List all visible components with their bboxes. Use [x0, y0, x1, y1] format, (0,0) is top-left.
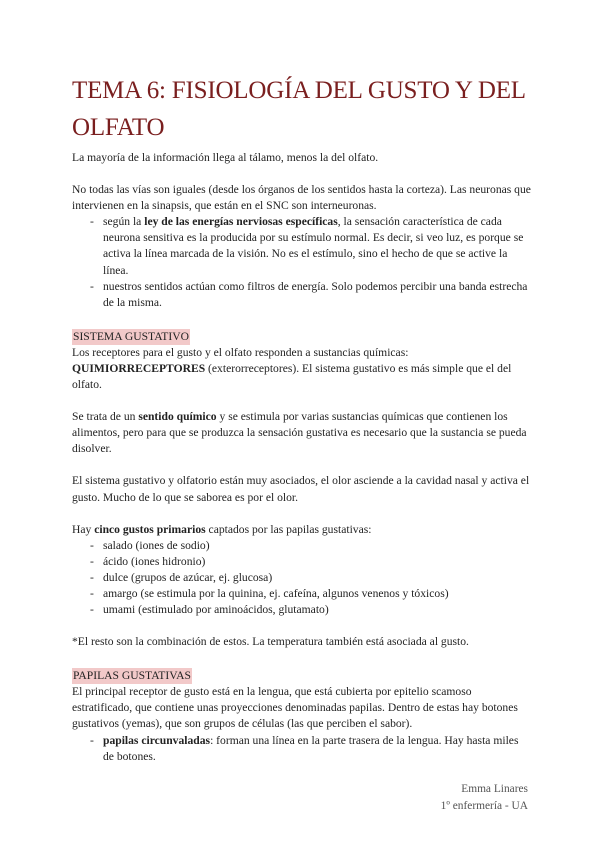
page-title: TEMA 6: FISIOLOGÍA DEL GUSTO Y DEL OLFATO — [72, 77, 525, 141]
list-item: - según la ley de las energías nerviosas específicas, la sensación característica de cada neurona sensitiva es la producida por su estímulo normal. Es decir, si veo luz, es porque se activa la línea marcada de la visión. No es el estímulo, sino el hecho de que se active la línea. — [90, 215, 524, 277]
gustos-paragraph: Hay cinco gustos primarios captados por las papilas gustativas: — [72, 522, 372, 536]
vias-list — [72, 214, 532, 311]
list-item: - dulce (grupos de azúcar, ej. glucosa) — [90, 570, 273, 584]
footer — [441, 781, 528, 815]
vias-paragraph: No todas las vías son iguales (desde los órganos de los sentidos hasta la corteza). Las neuronas que intervienen en la sinapsis, que están en el SNC son interneuronas. — [72, 183, 531, 213]
footer-course: 1º enfermería - UA — [440, 800, 528, 812]
resto-paragraph: *El resto son la combinación de estos. La temperatura también está asociada al gusto. — [72, 635, 469, 649]
list-item: - salado (iones de sodio) — [90, 538, 210, 552]
section-heading-papilas: PAPILAS GUSTATIVAS — [73, 669, 191, 683]
asociados-paragraph: El sistema gustativo y olfatorio están muy asociados, el olor asciende a la cavidad nasal y activa el gusto. Mucho de lo que se saborea es por el olor. — [72, 474, 530, 504]
list-item: - ácido (iones hidronio) — [90, 554, 206, 568]
list-item: - amargo (se estimula por la quinina, ej. cafeína, algunos venenos y tóxicos) — [90, 586, 449, 600]
list-item: - umami (estimulado por aminoácidos, glutamato) — [90, 603, 329, 617]
intro-paragraph: La mayoría de la información llega al tálamo, menos la del olfato. — [72, 151, 379, 164]
papilas-paragraph: El principal receptor de gusto está en la lengua, que está cubierta por epitelio scamoso estratificado, que contiene unas proyecciones denominadas papilas. Dentro de estas hay botones gustativos (yemas), que son grupos de células (las que perciben el sabor). — [72, 685, 518, 731]
papilas-list — [72, 733, 532, 765]
footer-author: Emma Linares — [461, 783, 528, 795]
receptores-paragraph: Los receptores para el gusto y el olfato responden a sustancias químicas: QUIMIORRECEPTORES (exterorreceptores). El sistema gustativo es más simple que el del olfato. — [72, 345, 512, 392]
sentido-quimico-paragraph: Se trata de un sentido químico y se estimula por varias sustancias químicas que contienen los alimentos, pero para que se produzca la sensación gustativa es necesario que la sustancia se pueda disolver. — [72, 410, 527, 456]
gustos-list — [72, 538, 532, 618]
list-item: - papilas circunvaladas: forman una línea en la parte trasera de la lengua. Hay hasta miles de botones. — [90, 733, 519, 763]
section-heading-gustativo: SISTEMA GUSTATIVO — [73, 329, 189, 343]
list-item: - nuestros sentidos actúan como filtros de energía. Solo podemos percibir una banda estrecha de la misma. — [90, 279, 528, 309]
document-body — [72, 72, 532, 765]
